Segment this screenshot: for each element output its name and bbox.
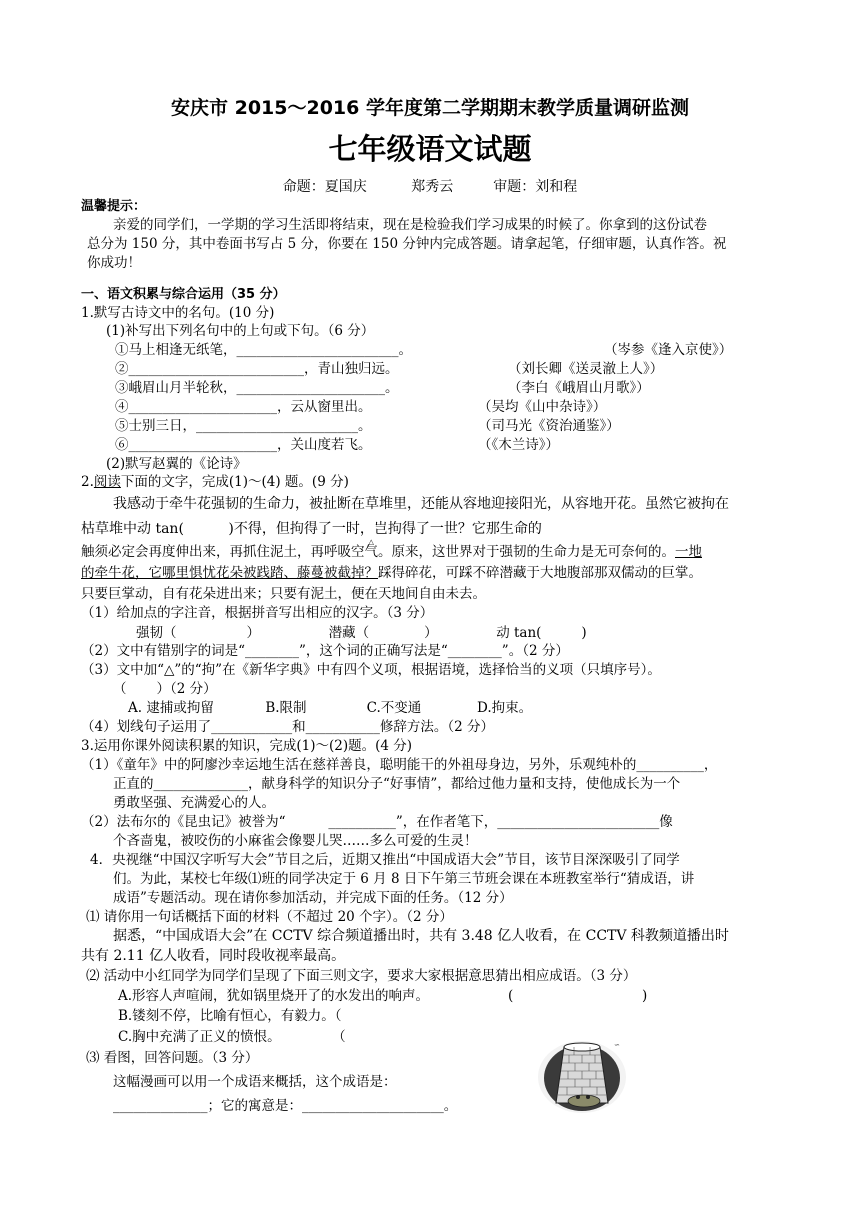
exam-title: 七年级语文试题: [328, 132, 532, 166]
sub-question-3-options: A. 逮捕或拘留 B.限制 C.不变通 D.拘束。: [128, 700, 533, 716]
poem-line-6: ⑥______________________，关山度若飞。: [115, 437, 372, 453]
passage-4a: 的牵牛花，它哪里惧忧花朵被践踏、藤蔓被截掉？: [81, 565, 378, 581]
question-4-1-material-2: 共有 2.11 亿人收看，同时段收视率最高。: [81, 948, 346, 964]
pinyin-word-2: 潜藏（: [328, 625, 370, 641]
poem-line-5: ⑤士别三日，________________________。: [115, 418, 372, 434]
pinyin-word-3: 动 tan(: [496, 625, 542, 641]
poem-source-2: （刘长卿《送灵澈上人》）: [508, 361, 664, 377]
question-3-2-line-1: （2）法布尔的《昆虫记》被誉为“ __________”，在作者笔下，________________________像: [81, 814, 673, 830]
poem-line-4: ④______________________，云从窗里出。: [115, 399, 372, 415]
question-4-2: ⑵ 活动中小红同学为同学们呈现了下面三则文字，要求大家根据意思猜出相应成语。（3 分）: [86, 968, 637, 984]
exam-series-title: 安庆市 2015～2016 学年度第二学期期末教学质量调研监测: [171, 97, 689, 119]
question-4-line-3: 成语”专题活动。现在请你参加活动，并完成下面的任务。（12 分）: [113, 890, 513, 906]
question-3: 3.运用你课外阅读积累的知识，完成(1)～(2)题。(4 分): [81, 738, 413, 754]
question-3-1-line-1: （1）《童年》中的阿廖沙幸运地生活在慈祥善良，聪明能干的外祖母身边，另外，乐观纯朴的__________，: [81, 757, 718, 773]
tips-line-1: 亲爱的同学们，一学期的学习生活即将结束，现在是检验我们学习成果的时候了。你拿到的这份试卷: [113, 217, 707, 233]
passage-3a: 触须必定会再度伸出来，再抓住泥土，再呼吸空: [81, 544, 365, 560]
poem-source-1: （岑参《逢入京使》）: [604, 342, 733, 358]
passage-line-1: 我感动于牵牛花强韧的生命力，被扯断在草堆里，还能从容地迎接阳光，从容地开花。虽然它被拘在: [113, 496, 729, 512]
passage-line-5: 只要巨掌动，自有花朵进出来；只要有泥土，便在天地间自由未去。: [81, 586, 486, 602]
sub-question-4: （4）划线句子运用了____________和___________修辞方法。（2 分）: [81, 719, 494, 735]
question-3-2-line-2: 个吝啬鬼，被咬伤的小麻雀会像婴儿哭……多么可爱的生灵！: [113, 833, 478, 849]
poem-source-3: （李白《峨眉山月歌》）: [508, 380, 650, 396]
question-2: [81, 473, 349, 491]
tips-label: 温馨提示：: [81, 199, 147, 214]
sub-question-3: （3）文中加“△”的“拘”在《新华字典》中有四个义项，根据语境，选择恰当的义项（只填序号）。: [81, 662, 661, 678]
pinyin-word-1: 强韧（: [136, 625, 177, 641]
question-3-1-line-2: 正直的______________，献身科学的知识分子“好事情”，都给过他力量和支持，使他成长为一个: [113, 776, 681, 792]
question-4-1: ⑴ 请你用一句话概括下面的材料（不超过 20 个字）。（2 分）: [86, 909, 453, 925]
passage-line-2: 枯草堆中动 tan( )不得，但拘得了一时，岂拘得了一世？它那生命的: [81, 521, 542, 537]
poem-source-5: （司马光《资治通鉴》）: [478, 418, 620, 434]
svg-text:∽: ∽: [614, 1041, 620, 1049]
poem-line-3: ③峨眉山月半轮秋，______________________。: [115, 380, 399, 396]
question-4-3: ⑶ 看图，回答问题。（3 分）: [86, 1050, 259, 1066]
question-4-3-answer: ______________；它的寓意是：_____________________。: [113, 1098, 458, 1114]
question-1: 1.默写古诗文中的名句。(10 分): [81, 305, 275, 321]
passage-3d: 一地: [675, 544, 702, 560]
idiom-clue-b: B.镂刻不停，比喻有恒心，有毅力。（: [118, 1008, 342, 1024]
sub-question-2: （2）文中有错别字的词是“________”，这个词的正确写法是“________”。（2 分）: [81, 643, 569, 659]
question-4-line-1: 4．央视继“中国汉字听写大会”节目之后，近期又推出“中国成语大会”节目，该节目深深吸引了同学: [90, 852, 680, 868]
exam-authors: 命题：夏国庆 郑秀云 审题：刘和程: [282, 179, 578, 195]
pinyin-row: [136, 624, 587, 642]
pinyin-close-3: ): [581, 625, 587, 641]
passage-4b: 踩得碎花，可踩不碎潜藏于大地腹部那双儒动的巨掌。: [378, 565, 702, 581]
question-1-part-2: (2)默写赵翼的《论诗》: [106, 456, 247, 472]
question-1-part-1: (1)补写出下列名句中的上句或下句。（6 分）: [106, 323, 375, 339]
poem-line-1: ①马上相逢无纸笔，________________________。: [115, 342, 412, 358]
question-4-3-prompt: 这幅漫画可以用一个成语来概括，这个成语是：: [113, 1074, 397, 1090]
frog-in-well-cartoon: [534, 1033, 634, 1113]
question-2-num: 2.: [81, 474, 94, 490]
passage-3c: 。原来，这世界对于强韧的生命力是无可奈何的。: [378, 544, 675, 560]
question-4-line-2: 们。为此，某校七年级⑴班的同学决定于 6 月 8 日下午第三节班会课在本班教室举行“猜成语，讲: [113, 871, 695, 887]
pinyin-close-2: ）: [424, 625, 438, 641]
passage-line-4: [81, 564, 702, 582]
question-4-1-material-1: 据悉，“中国成语大会”在 CCTV 综合频道播出时，共有 3.48 亿人收看，在 CCTV 科教频道播出时: [113, 928, 729, 944]
idiom-clue-c: C.胸中充满了正义的愤恨。 （: [118, 1029, 346, 1045]
poem-source-6: （《木兰诗》）: [478, 437, 559, 453]
tips-line-3: 你成功！: [87, 255, 141, 271]
passage-line-3: [81, 543, 702, 561]
section-heading: 一、语文积累与综合运用（35 分）: [81, 287, 286, 302]
idiom-clue-a: A.形容人声喧闹，犹如锅里烧开了的水发出的响声。: [118, 988, 430, 1004]
sub-question-3-blank: （ ）（2 分）: [113, 681, 217, 697]
question-2-read: 阅读: [93, 474, 121, 490]
passage-3b: 气 △: [365, 544, 379, 560]
question-3-1-line-3: 勇敢坚强、充满爱心的人。: [113, 795, 275, 811]
pinyin-close-1: ）: [246, 625, 260, 641]
question-2-text: 下面的文字，完成(1)～(4) 题。(9 分): [120, 474, 349, 490]
poem-source-4: （吴均《山中杂诗》）: [478, 399, 607, 415]
sub-question-1: （1）给加点的字注音，根据拼音写出相应的汉字。（3 分）: [81, 605, 434, 621]
poem-line-2: ②__________________________，青山独归远。: [115, 361, 399, 377]
tips-line-2: 总分为 150 分，其中卷面书写占 5 分，你要在 150 分钟内完成答题。请拿起笔，仔细审题，认真作答。祝: [87, 236, 727, 252]
idiom-clue-a-blank: ( ): [508, 988, 648, 1004]
